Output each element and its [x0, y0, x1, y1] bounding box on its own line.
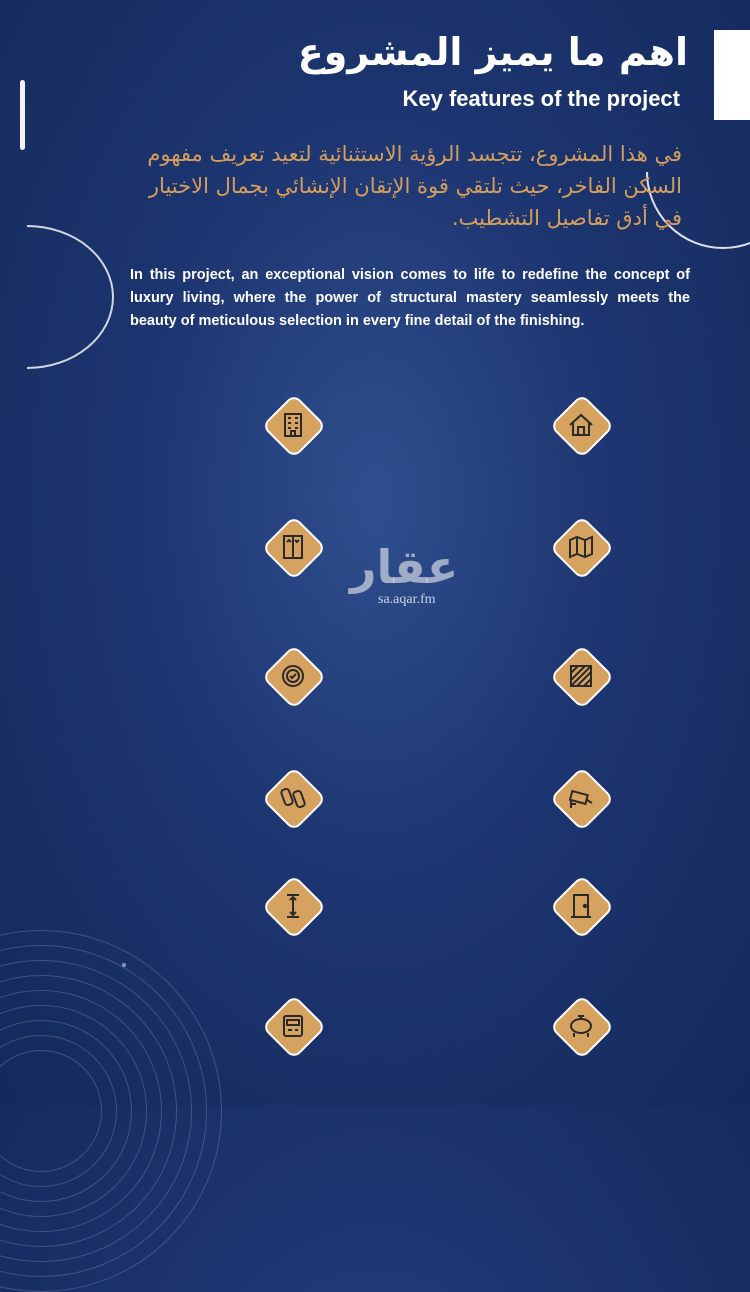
decorative-dot	[122, 963, 126, 967]
page-title-arabic: اهم ما يميز المشروع	[297, 30, 688, 74]
decorative-bar	[20, 80, 25, 150]
location-map-icon	[566, 532, 596, 562]
elevator-icon	[278, 532, 308, 562]
watermark-url: sa.aqar.fm	[378, 592, 436, 607]
page-title-english: Key features of the project	[402, 86, 680, 111]
quality-badge-icon	[278, 661, 308, 691]
decorative-white-block	[714, 30, 750, 120]
tiles-icon	[566, 661, 596, 691]
hotel-building-icon	[278, 410, 308, 440]
watermark-brand: عقار	[350, 540, 459, 594]
water-tank-icon	[566, 1011, 596, 1041]
security-camera-icon	[566, 783, 596, 813]
smart-home-icon	[566, 410, 596, 440]
intro-text-english: In this project, an exceptional vision comes to life to redefine the concept of luxury living, where the power of structural mastery seamlessly meets the beauty of meticulous selection in every fine detail of the finishing.	[130, 267, 690, 329]
decorative-arc-left	[0, 225, 114, 369]
decorative-wave-pattern	[0, 930, 220, 1290]
intro-text-arabic: في هذا المشروع، تتجسد الرؤية الاستثنائية لتعيد تعريف مفهوم السكن الفاخر، حيث تلتقي قوة الإتقان الإنشائي بجمال الاختيار في أدق تفاصيل التشطيب.	[147, 142, 682, 230]
ceiling-height-icon	[278, 891, 308, 921]
meter-icon	[278, 1011, 308, 1041]
parking-cars-icon	[278, 783, 308, 813]
door-icon	[566, 891, 596, 921]
